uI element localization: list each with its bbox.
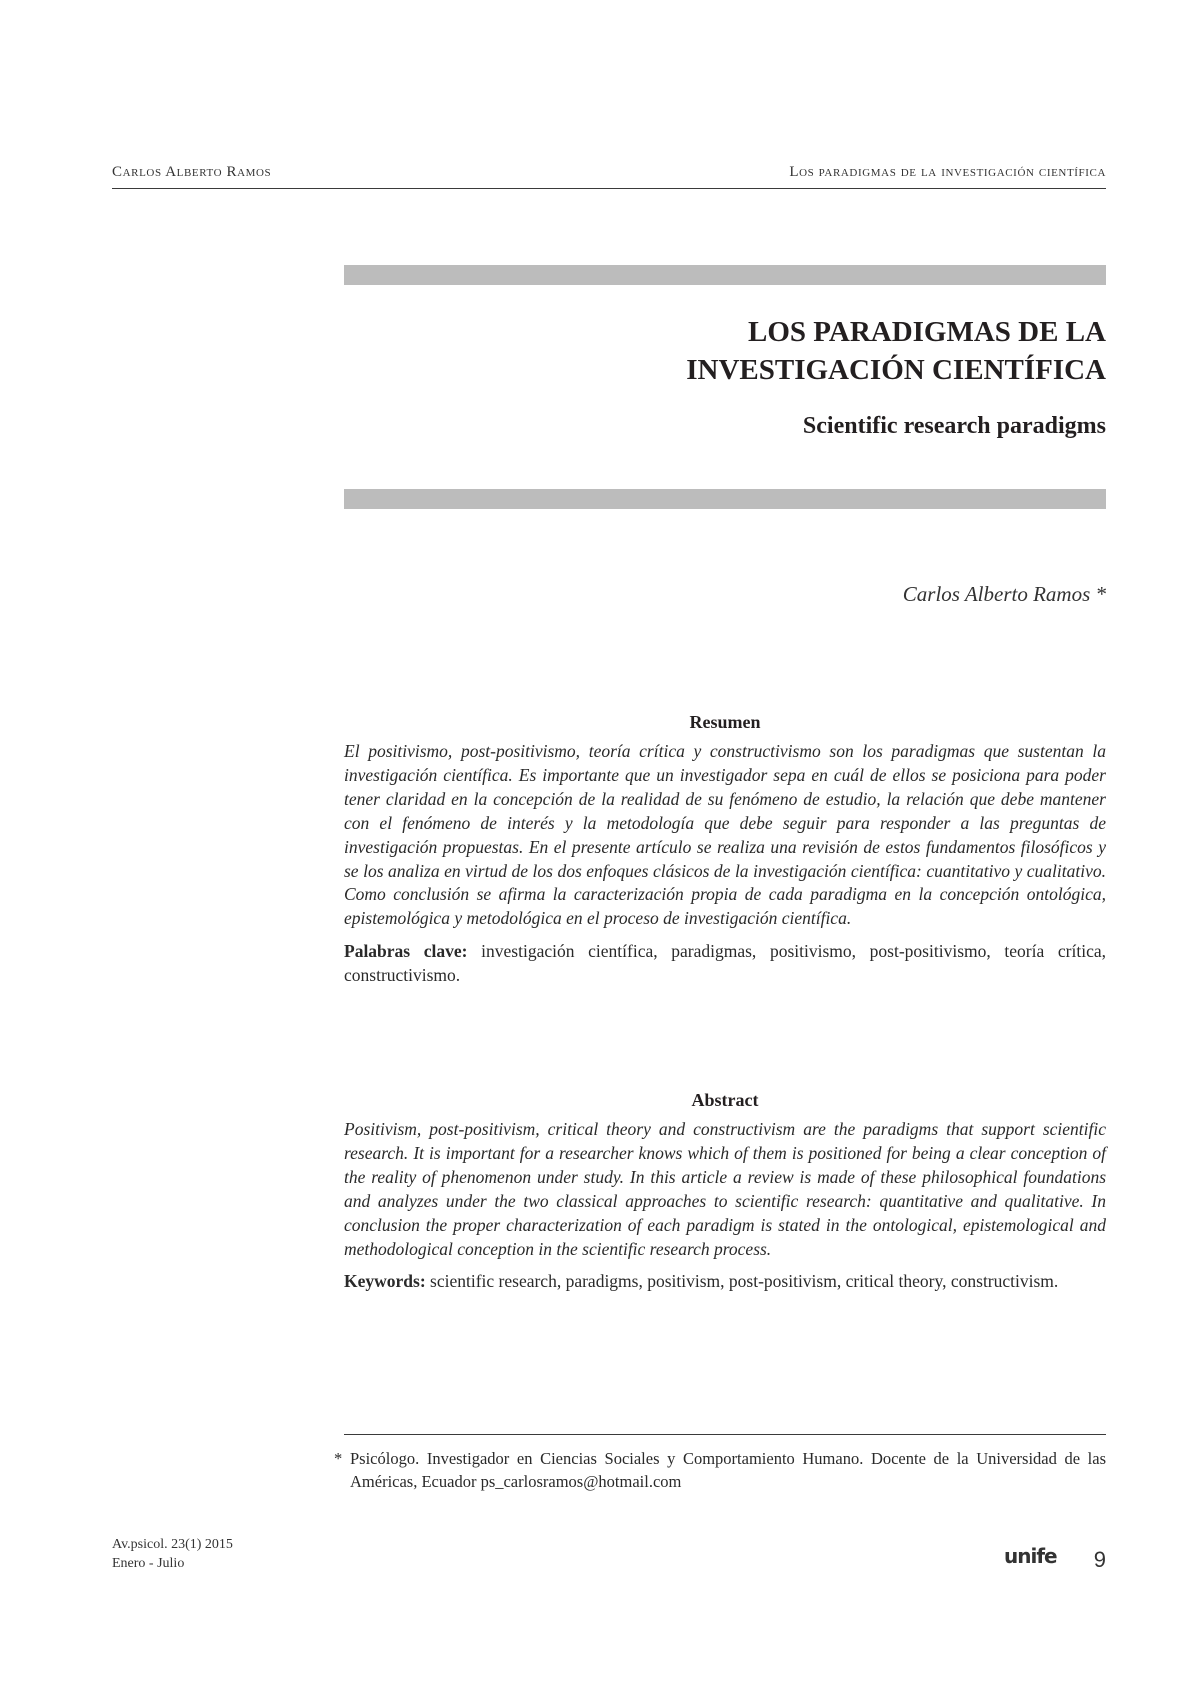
abstract-keywords-list: scientific research, paradigms, positivism, post-positivism, critical theory, constructivism. [425, 1271, 1059, 1292]
author-name: Carlos Alberto Ramos * [902, 582, 1106, 606]
journal-period: Enero - Julio [112, 1556, 185, 1571]
resumen-text: El positivismo, post-positivismo, teoría crítica y constructivismo son los paradigmas que sustentan la investigación científica. Es importante que un investigador sepa en cuál de ellos se posiciona para poder tener claridad en la concepción de la realidad de su fenómeno de estudio, la relación que debe mantener con el fenómeno de interés y la metodología que debe seguir para responder a las preguntas de investigación propuestas. En el presente artículo se realiza una revisión de estos fundamentos filosóficos y se los analiza en virtud de los dos enfoques clásicos de la investigación científica: cuantitativo y cualitativo. Como conclusión se afirma la caracterización propia de cada paradigma en la concepción ontológica, epistemológica y metodológica en el proceso de investigación científica. [344, 741, 1106, 929]
page-number: 9 [1093, 1546, 1106, 1572]
article-title-line-2: INVESTIGACIÓN CIENTÍFICA [686, 354, 1106, 386]
title-bottom-bar [344, 489, 1106, 509]
unife-logo [1004, 1546, 1068, 1573]
abstract-section [344, 1090, 1106, 1293]
title-top-bar [344, 265, 1106, 285]
article-title-line-1: LOS PARADIGMAS DE LA [748, 316, 1106, 348]
journal-info [112, 1535, 233, 1573]
resumen-keywords-list: investigación científica, paradigmas, positivismo, post-positivismo, teoría crítica, constructivismo. [344, 941, 1106, 986]
footnote-rule [344, 1434, 1106, 1435]
page-footer [1004, 1546, 1106, 1573]
resumen-keywords-label: Palabras clave: [344, 941, 468, 962]
resumen-section [344, 712, 1106, 987]
author-footnote [334, 1447, 1106, 1493]
title-block [344, 313, 1106, 441]
footnote-mark: * [334, 1449, 343, 1468]
running-header-author: Carlos Alberto Ramos [112, 164, 272, 180]
resumen-heading: Resumen [689, 712, 761, 732]
abstract-keywords-label: Keywords: [344, 1271, 426, 1292]
abstract-keywords [344, 1269, 1106, 1293]
running-header [112, 164, 1106, 189]
article-subtitle: Scientific research paradigms [802, 413, 1106, 439]
resumen-keywords [344, 939, 1106, 987]
footnote-text: Psicólogo. Investigador en Ciencias Sociales y Comportamiento Humano. Docente de la Universidad de las Américas, Ecuador ps_carlosramos@hotmail.com [350, 1449, 1106, 1491]
journal-volume: Av.psicol. 23(1) 2015 [112, 1537, 233, 1552]
running-header-title: Los paradigmas de la investigación científica [789, 164, 1106, 180]
unife-logo-text: unife [1003, 1546, 1057, 1568]
abstract-heading: Abstract [691, 1090, 759, 1110]
abstract-text: Positivism, post-positivism, critical theory and constructivism are the paradigms that support scientific research. It is important for a researcher knows which of them is positioned for being a clear conception of the reality of phenomenon under study. In this article a review is made of these philosophical foundations and analyzes under the two classical approaches to scientific research: quantitative and qualitative. In conclusion the proper characterization of each paradigm is stated in the ontological, epistemological and methodological conception in the scientific research process. [344, 1119, 1106, 1259]
